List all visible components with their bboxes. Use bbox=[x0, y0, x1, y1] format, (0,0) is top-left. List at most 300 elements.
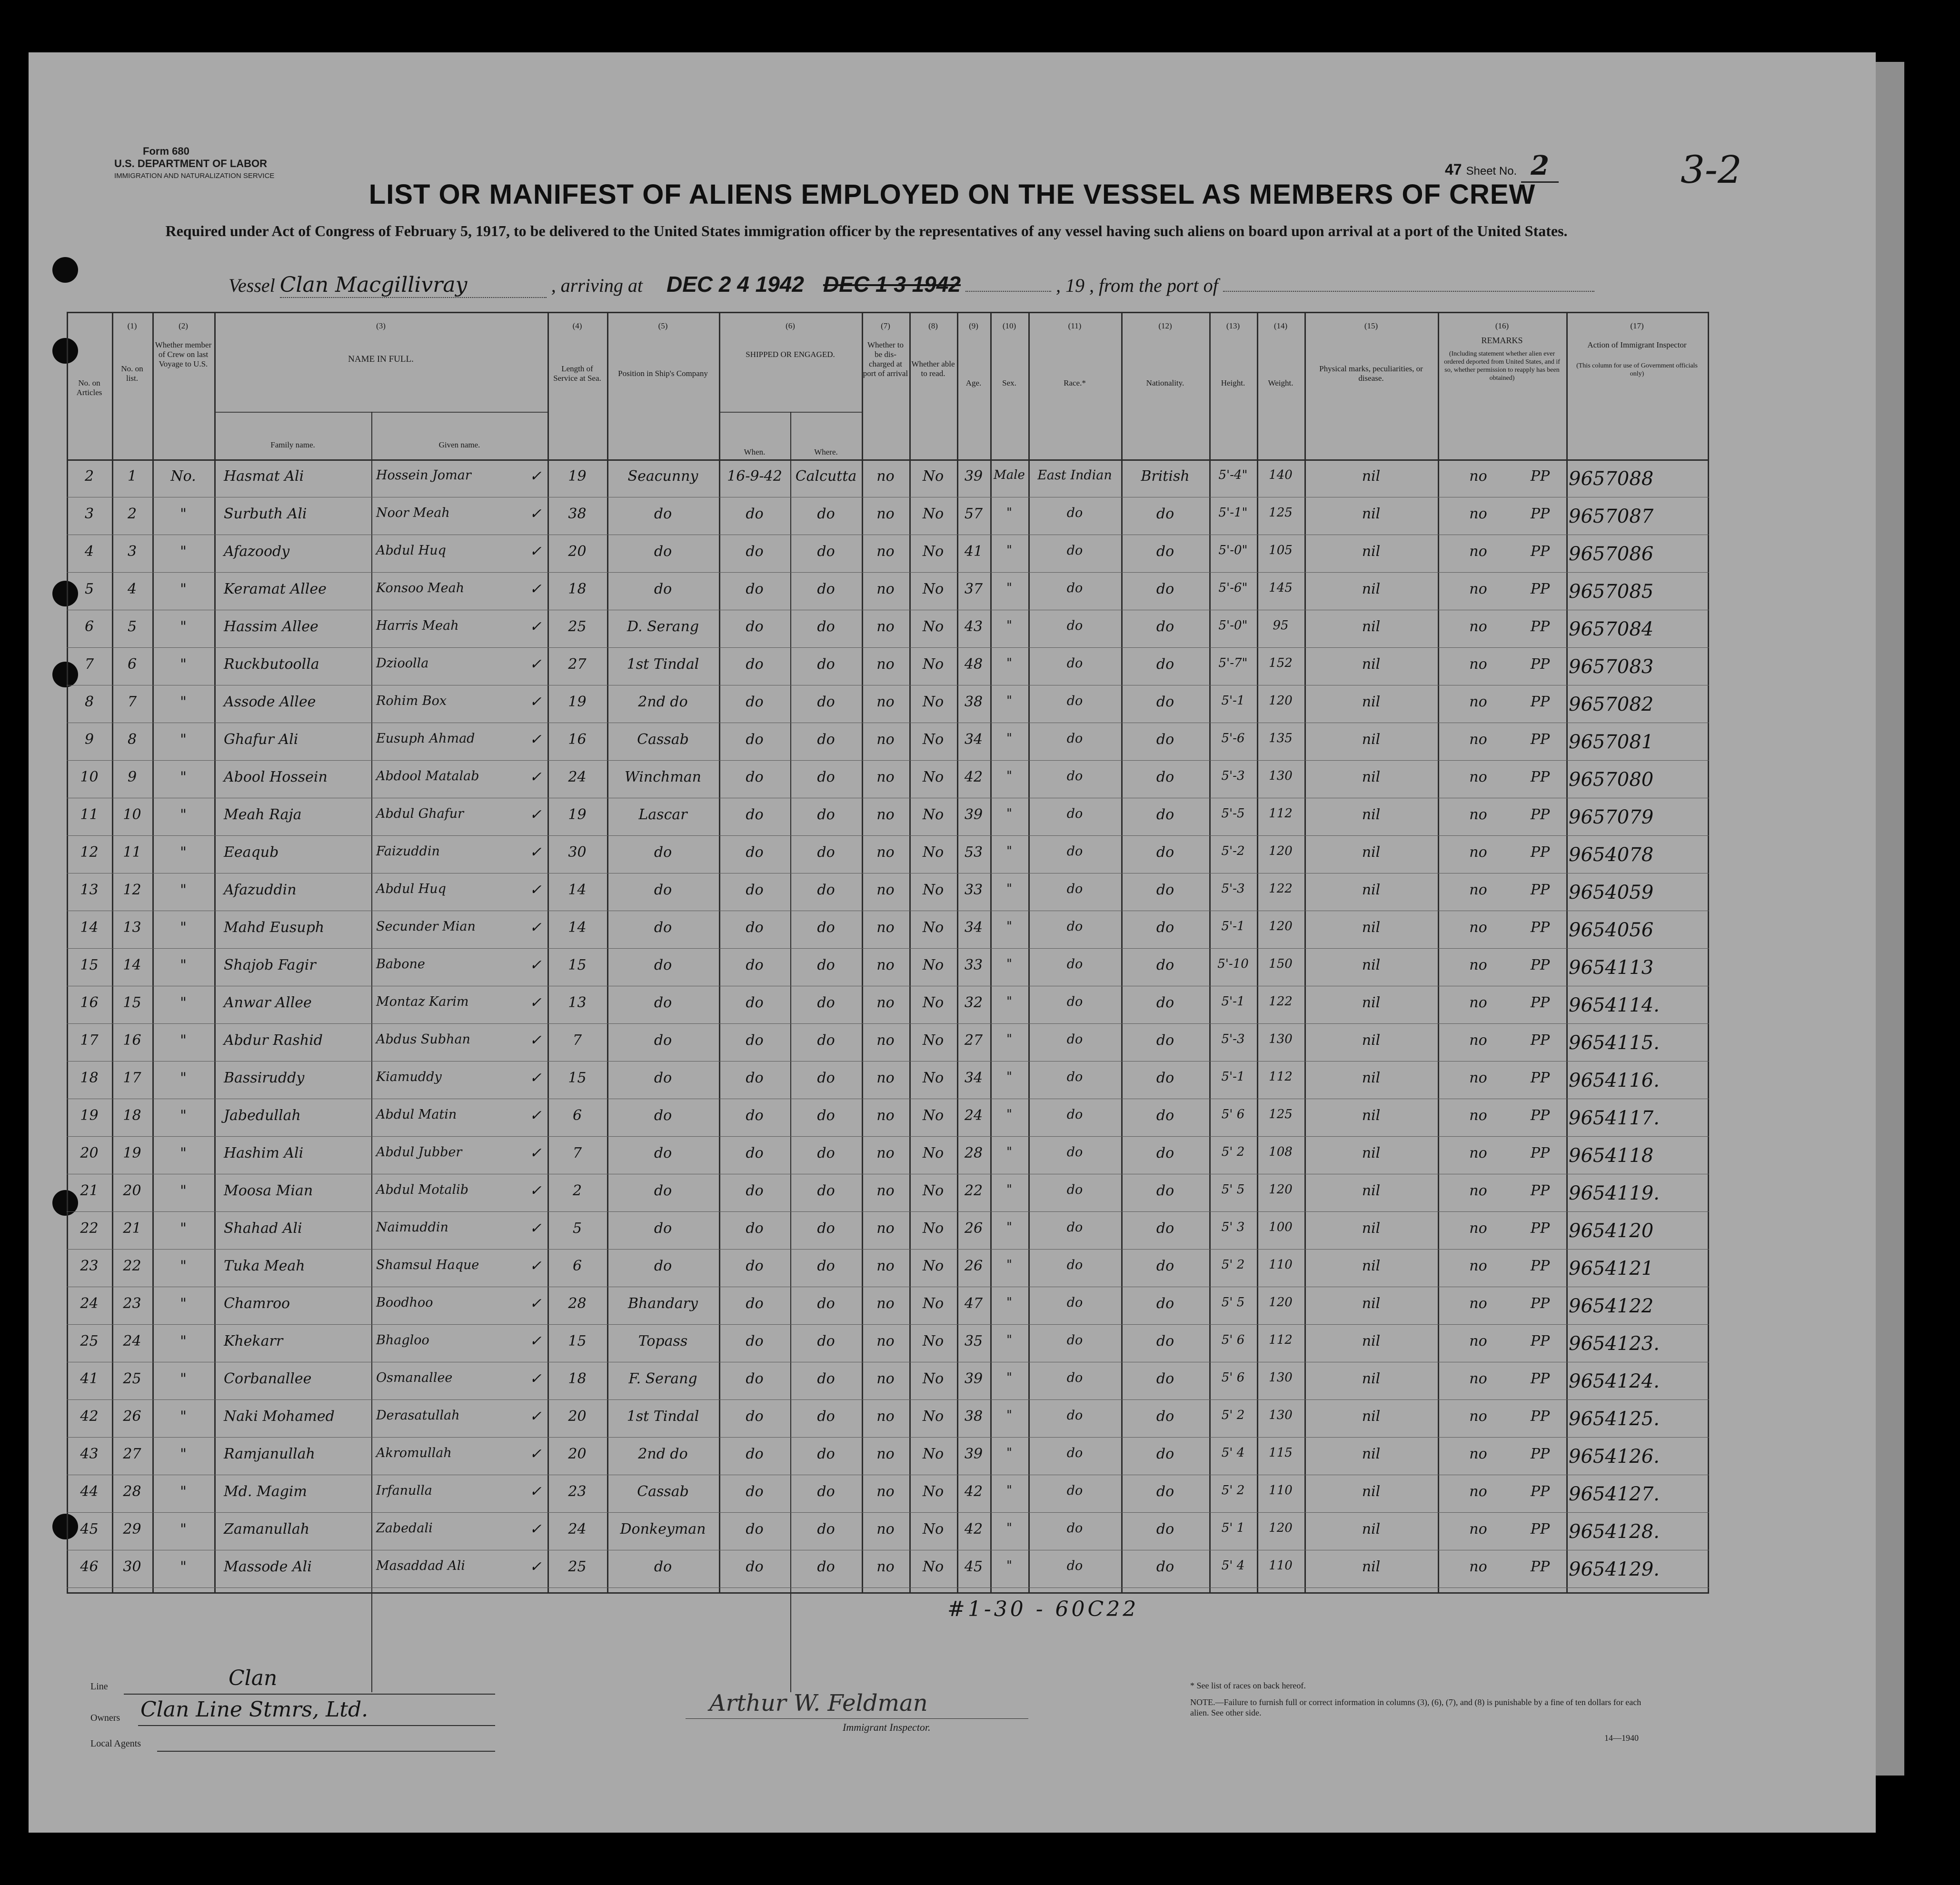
height: 5' 3 bbox=[1221, 1220, 1245, 1234]
sex: " bbox=[1006, 656, 1012, 670]
shipped-when: do bbox=[746, 1220, 764, 1237]
col10-num: (10) bbox=[1002, 321, 1016, 330]
sex: " bbox=[1006, 844, 1012, 858]
weight: 115 bbox=[1269, 1446, 1293, 1460]
weight: 120 bbox=[1269, 1521, 1293, 1535]
list-no: 20 bbox=[123, 1182, 141, 1199]
col11-header: Race.* bbox=[1064, 378, 1086, 387]
owners-value: Clan Line Stmrs, Ltd. bbox=[140, 1697, 368, 1722]
nationality: do bbox=[1156, 1032, 1174, 1049]
remarks: no bbox=[1469, 618, 1487, 635]
inspector-action: 9657081 bbox=[1569, 731, 1654, 753]
check-mark: ✓ bbox=[529, 1408, 542, 1425]
articles-no: 23 bbox=[80, 1258, 99, 1274]
inspector-action: 9654113 bbox=[1569, 957, 1654, 979]
check-mark: ✓ bbox=[529, 806, 542, 823]
form-info bbox=[114, 145, 274, 182]
sex: " bbox=[1006, 1182, 1012, 1197]
shipped-when: do bbox=[746, 957, 764, 973]
inspector-action: 9657085 bbox=[1569, 581, 1654, 603]
last-voyage: " bbox=[180, 844, 187, 861]
check-mark: ✓ bbox=[529, 581, 542, 597]
last-voyage: " bbox=[180, 1182, 187, 1199]
remarks-pp: PP bbox=[1530, 1070, 1550, 1086]
service-length: 25 bbox=[568, 618, 587, 635]
col13-num: (13) bbox=[1226, 321, 1240, 330]
nationality: do bbox=[1156, 1107, 1174, 1124]
position: Seacunny bbox=[627, 468, 698, 485]
last-voyage: " bbox=[180, 919, 187, 936]
given-name: Hossein Jomar bbox=[376, 468, 471, 483]
able-to-read: No bbox=[922, 1070, 944, 1086]
penalty-note: NOTE.—Failure to furnish full or correct information in columns (3), (6), (7), and (8) is punishable by a fine of ten dollars for each alien. See other side. bbox=[1190, 1697, 1642, 1717]
service-length: 6 bbox=[572, 1107, 582, 1124]
age: 26 bbox=[964, 1220, 983, 1237]
last-voyage: " bbox=[180, 1521, 187, 1538]
last-voyage: " bbox=[180, 1145, 187, 1161]
physical-marks: nil bbox=[1362, 882, 1381, 898]
discharged: no bbox=[876, 1220, 895, 1237]
discharged: no bbox=[876, 1145, 895, 1161]
sheet-number: 2 bbox=[1521, 150, 1559, 183]
height: 5'-4" bbox=[1218, 468, 1248, 482]
remarks: no bbox=[1469, 1333, 1487, 1349]
check-mark: ✓ bbox=[529, 1483, 542, 1500]
row-rule bbox=[67, 1249, 1709, 1250]
height: 5' 6 bbox=[1221, 1107, 1245, 1121]
inspector-action: 9654114. bbox=[1569, 994, 1660, 1016]
articles-no: 16 bbox=[80, 994, 99, 1011]
family-name: Ramjanullah bbox=[224, 1446, 315, 1462]
position: do bbox=[654, 581, 672, 597]
weight: 120 bbox=[1269, 844, 1293, 858]
col9-header: Age. bbox=[965, 378, 982, 387]
remarks-pp: PP bbox=[1530, 1032, 1550, 1049]
service-length: 14 bbox=[568, 882, 587, 898]
inspector-action: 9654078 bbox=[1569, 844, 1654, 866]
physical-marks: nil bbox=[1362, 468, 1381, 485]
given-name: Rohim Box bbox=[376, 694, 447, 708]
service-length: 18 bbox=[568, 1370, 587, 1387]
articles-no: 7 bbox=[84, 656, 94, 673]
discharged: no bbox=[876, 1182, 895, 1199]
inspector-action: 9657086 bbox=[1569, 543, 1654, 565]
discharged: no bbox=[876, 506, 895, 522]
race: do bbox=[1066, 543, 1083, 558]
list-no: 16 bbox=[123, 1032, 141, 1049]
inspector-label: Immigrant Inspector. bbox=[843, 1721, 931, 1733]
row-rule bbox=[67, 1512, 1709, 1513]
shipped-where: do bbox=[817, 882, 835, 898]
weight: 130 bbox=[1269, 1032, 1293, 1046]
nationality: do bbox=[1156, 1333, 1174, 1349]
position: 1st Tindal bbox=[627, 656, 699, 673]
service-length: 20 bbox=[568, 1446, 587, 1462]
col-articles-header: No. on Articles bbox=[76, 378, 102, 397]
service-length: 15 bbox=[568, 1070, 587, 1086]
shipped-where: do bbox=[817, 1408, 835, 1425]
col1-header: No. on list. bbox=[121, 364, 143, 383]
weight: 120 bbox=[1269, 694, 1293, 708]
margin-note: 3-2 bbox=[1681, 148, 1742, 192]
race: do bbox=[1066, 581, 1083, 595]
col17-num: (17) bbox=[1630, 321, 1644, 330]
shipped-where: do bbox=[817, 1107, 835, 1124]
service-length: 5 bbox=[572, 1220, 582, 1237]
able-to-read: No bbox=[922, 1220, 944, 1237]
nationality: do bbox=[1156, 731, 1174, 748]
articles-no: 22 bbox=[80, 1220, 99, 1237]
remarks: no bbox=[1469, 1220, 1487, 1237]
last-voyage: " bbox=[180, 1483, 187, 1500]
list-no: 18 bbox=[123, 1107, 141, 1124]
nationality: do bbox=[1156, 1220, 1174, 1237]
height: 5' 6 bbox=[1221, 1370, 1245, 1385]
shipped-when: do bbox=[746, 1446, 764, 1462]
discharged: no bbox=[876, 1521, 895, 1538]
remarks: no bbox=[1469, 1182, 1487, 1199]
shipped-when: do bbox=[746, 543, 764, 560]
discharged: no bbox=[876, 1483, 895, 1500]
row-rule bbox=[67, 1061, 1709, 1062]
remarks-pp: PP bbox=[1530, 806, 1550, 823]
last-voyage: " bbox=[180, 1408, 187, 1425]
remarks: no bbox=[1469, 769, 1487, 785]
family-name: Afazoody bbox=[224, 543, 290, 560]
inspector-action: 9654119. bbox=[1569, 1182, 1660, 1204]
given-name: Kiamuddy bbox=[376, 1070, 442, 1084]
discharged: no bbox=[876, 1558, 895, 1575]
discharged: no bbox=[876, 1370, 895, 1387]
family-name: Moosa Mian bbox=[224, 1182, 313, 1199]
shipped-when: do bbox=[746, 919, 764, 936]
remarks-pp: PP bbox=[1530, 731, 1550, 748]
able-to-read: No bbox=[922, 468, 944, 485]
remarks-pp: PP bbox=[1530, 882, 1550, 898]
page-title: LIST OR MANIFEST OF ALIENS EMPLOYED ON THE VESSEL AS MEMBERS OF CREW bbox=[368, 179, 1536, 210]
service-length: 23 bbox=[568, 1483, 587, 1500]
able-to-read: No bbox=[922, 1258, 944, 1274]
position: Topass bbox=[638, 1333, 688, 1349]
col5-header: Position in Ship's Company bbox=[618, 369, 708, 378]
remarks-pp: PP bbox=[1530, 844, 1550, 861]
list-no: 2 bbox=[127, 506, 137, 522]
weight: 110 bbox=[1269, 1558, 1293, 1573]
family-name: Keramat Allee bbox=[224, 581, 327, 597]
age: 27 bbox=[964, 1032, 983, 1049]
position: do bbox=[654, 957, 672, 973]
check-mark: ✓ bbox=[529, 769, 542, 785]
remarks-pp: PP bbox=[1530, 1446, 1550, 1462]
remarks: no bbox=[1469, 694, 1487, 710]
crew-table bbox=[67, 312, 1709, 1597]
col3-header: NAME IN FULL. bbox=[348, 354, 414, 364]
given-name: Boodhoo bbox=[376, 1295, 433, 1310]
nationality: do bbox=[1156, 694, 1174, 710]
discharged: no bbox=[876, 468, 895, 485]
list-no: 10 bbox=[123, 806, 141, 823]
service-length: 24 bbox=[568, 769, 587, 785]
check-mark: ✓ bbox=[529, 994, 542, 1011]
inspector-action: 9654124. bbox=[1569, 1370, 1660, 1392]
row-rule bbox=[67, 572, 1709, 573]
last-voyage: " bbox=[180, 1333, 187, 1349]
family-name: Corbanallee bbox=[224, 1370, 312, 1387]
given-name: Abdus Subhan bbox=[376, 1032, 470, 1047]
inspector-action: 9654059 bbox=[1569, 882, 1654, 903]
check-mark: ✓ bbox=[529, 731, 542, 748]
inspector-action: 9654121 bbox=[1569, 1258, 1654, 1280]
shipped-when: do bbox=[746, 694, 764, 710]
shipped-when: do bbox=[746, 769, 764, 785]
able-to-read: No bbox=[922, 769, 944, 785]
weight: 112 bbox=[1269, 1333, 1293, 1347]
weight: 95 bbox=[1273, 618, 1289, 633]
discharged: no bbox=[876, 806, 895, 823]
position: do bbox=[654, 1145, 672, 1161]
race: do bbox=[1066, 1032, 1083, 1047]
shipped-when: do bbox=[746, 1558, 764, 1575]
remarks: no bbox=[1469, 1145, 1487, 1161]
able-to-read: No bbox=[922, 1408, 944, 1425]
shipped-where: Calcutta bbox=[795, 468, 857, 485]
able-to-read: No bbox=[922, 1483, 944, 1500]
weight: 152 bbox=[1269, 656, 1293, 670]
physical-marks: nil bbox=[1362, 1521, 1381, 1538]
able-to-read: No bbox=[922, 1107, 944, 1124]
height: 5'-1 bbox=[1221, 1070, 1245, 1084]
height: 5' 6 bbox=[1221, 1333, 1245, 1347]
list-no: 24 bbox=[123, 1333, 141, 1349]
position: do bbox=[654, 1258, 672, 1274]
race: do bbox=[1066, 618, 1083, 633]
last-voyage: " bbox=[180, 1070, 187, 1086]
discharged: no bbox=[876, 1446, 895, 1462]
physical-marks: nil bbox=[1362, 1295, 1381, 1312]
race: do bbox=[1066, 1370, 1083, 1385]
given-name: Dzioolla bbox=[376, 656, 429, 671]
nationality: do bbox=[1156, 543, 1174, 560]
family-name: Jabedullah bbox=[224, 1107, 301, 1124]
shipped-where: do bbox=[817, 1182, 835, 1199]
family-name: Eeaqub bbox=[224, 844, 279, 861]
weight: 135 bbox=[1269, 731, 1293, 745]
position: Lascar bbox=[638, 806, 687, 823]
given-name: Faizuddin bbox=[376, 844, 440, 859]
remarks-pp: PP bbox=[1530, 1483, 1550, 1500]
service-length: 16 bbox=[568, 731, 587, 748]
given-name: Harris Meah bbox=[376, 618, 459, 633]
shipped-where: do bbox=[817, 919, 835, 936]
discharged: no bbox=[876, 1333, 895, 1349]
remarks: no bbox=[1469, 1032, 1487, 1049]
inspector-action: 9654116. bbox=[1569, 1070, 1660, 1091]
articles-no: 44 bbox=[80, 1483, 99, 1500]
physical-marks: nil bbox=[1362, 1182, 1381, 1199]
weight: 105 bbox=[1269, 543, 1293, 557]
race: do bbox=[1066, 1220, 1083, 1235]
service-length: 15 bbox=[568, 957, 587, 973]
list-no: 28 bbox=[123, 1483, 141, 1500]
height: 5'-0" bbox=[1218, 618, 1248, 633]
physical-marks: nil bbox=[1362, 543, 1381, 560]
last-voyage: " bbox=[180, 731, 187, 748]
nationality: do bbox=[1156, 806, 1174, 823]
service-length: 6 bbox=[572, 1258, 582, 1274]
given-name: Abdul Huq bbox=[376, 882, 446, 896]
inspector-action: 9654126. bbox=[1569, 1446, 1660, 1468]
shipped-where: do bbox=[817, 1483, 835, 1500]
list-no: 22 bbox=[123, 1258, 141, 1274]
col6-header: SHIPPED OR ENGAGED. bbox=[746, 350, 835, 359]
check-mark: ✓ bbox=[529, 543, 542, 560]
inspector-action: 9657084 bbox=[1569, 618, 1654, 640]
race: do bbox=[1066, 919, 1083, 934]
inspector-action: 9654123. bbox=[1569, 1333, 1660, 1355]
able-to-read: No bbox=[922, 694, 944, 710]
line-value: Clan bbox=[229, 1666, 278, 1690]
age: 57 bbox=[964, 506, 983, 522]
age: 39 bbox=[964, 468, 983, 485]
last-voyage: " bbox=[180, 581, 187, 597]
service: IMMIGRATION AND NATURALIZATION SERVICE bbox=[114, 172, 275, 180]
articles-no: 46 bbox=[80, 1558, 99, 1575]
nationality: do bbox=[1156, 1182, 1174, 1199]
able-to-read: No bbox=[922, 1558, 944, 1575]
physical-marks: nil bbox=[1362, 769, 1381, 785]
nationality: do bbox=[1156, 1558, 1174, 1575]
shipped-when: do bbox=[746, 1070, 764, 1086]
position: Donkeyman bbox=[620, 1521, 706, 1538]
articles-no: 10 bbox=[80, 769, 99, 785]
weight: 112 bbox=[1269, 1070, 1293, 1084]
list-no: 11 bbox=[123, 844, 141, 861]
articles-no: 13 bbox=[80, 882, 99, 898]
check-mark: ✓ bbox=[529, 1145, 542, 1161]
list-no: 8 bbox=[127, 731, 137, 748]
remarks: no bbox=[1469, 994, 1487, 1011]
last-voyage: " bbox=[180, 957, 187, 973]
able-to-read: No bbox=[922, 919, 944, 936]
family-name: Surbuth Ali bbox=[224, 506, 307, 522]
sex: " bbox=[1006, 1370, 1012, 1385]
able-to-read: No bbox=[922, 1182, 944, 1199]
last-voyage: " bbox=[180, 1107, 187, 1124]
physical-marks: nil bbox=[1362, 1483, 1381, 1500]
weight: 140 bbox=[1269, 468, 1293, 482]
form-code: 14—1940 bbox=[1604, 1733, 1639, 1743]
weight: 112 bbox=[1269, 806, 1293, 821]
check-mark: ✓ bbox=[529, 1295, 542, 1312]
inspector-action: 9654127. bbox=[1569, 1483, 1660, 1505]
height: 5' 1 bbox=[1221, 1521, 1245, 1535]
row-rule bbox=[67, 1211, 1709, 1212]
physical-marks: nil bbox=[1362, 1258, 1381, 1274]
arrival-date-stamp: DEC 2 4 1942 bbox=[667, 272, 804, 297]
shipped-when: 16-9-42 bbox=[727, 468, 782, 485]
shipped-where: do bbox=[817, 769, 835, 785]
shipped-where: do bbox=[817, 1295, 835, 1312]
race: do bbox=[1066, 994, 1083, 1009]
check-mark: ✓ bbox=[529, 1107, 542, 1124]
nationality: do bbox=[1156, 1070, 1174, 1086]
discharged: no bbox=[876, 769, 895, 785]
inspector-action: 9654118 bbox=[1569, 1145, 1654, 1167]
last-voyage: " bbox=[180, 806, 187, 823]
col8-num: (8) bbox=[928, 321, 938, 330]
shipped-when: do bbox=[746, 1521, 764, 1538]
nationality: do bbox=[1156, 581, 1174, 597]
nationality: do bbox=[1156, 506, 1174, 522]
shipped-when: do bbox=[746, 618, 764, 635]
col4-num: (4) bbox=[572, 321, 582, 330]
check-mark: ✓ bbox=[529, 1446, 542, 1462]
shipped-when: do bbox=[746, 581, 764, 597]
age: 47 bbox=[964, 1295, 983, 1312]
age: 43 bbox=[964, 618, 983, 635]
col10-header: Sex. bbox=[1002, 378, 1016, 387]
height: 5' 5 bbox=[1221, 1182, 1245, 1197]
last-voyage: No. bbox=[170, 468, 196, 485]
col17-subheader: (This column for use of Government officials only) bbox=[1576, 362, 1698, 377]
discharged: no bbox=[876, 1070, 895, 1086]
race: do bbox=[1066, 1446, 1083, 1460]
discharged: no bbox=[876, 731, 895, 748]
height: 5'-1" bbox=[1218, 506, 1248, 520]
remarks-pp: PP bbox=[1530, 919, 1550, 936]
col14-num: (14) bbox=[1274, 321, 1288, 330]
given-name: Akromullah bbox=[376, 1446, 452, 1460]
discharged: no bbox=[876, 1107, 895, 1124]
shipped-when: do bbox=[746, 994, 764, 1011]
able-to-read: No bbox=[922, 1370, 944, 1387]
nationality: do bbox=[1156, 1483, 1174, 1500]
shipped-when: do bbox=[746, 731, 764, 748]
shipped-when: do bbox=[746, 1333, 764, 1349]
race: do bbox=[1066, 1295, 1083, 1310]
nationality: British bbox=[1141, 468, 1190, 485]
col14-header: Weight. bbox=[1268, 378, 1293, 387]
owners-label: Owners bbox=[90, 1713, 120, 1723]
sex: " bbox=[1006, 1295, 1012, 1310]
age: 53 bbox=[964, 844, 983, 861]
height: 5'-3 bbox=[1221, 769, 1245, 783]
age: 34 bbox=[964, 1070, 983, 1086]
age: 37 bbox=[964, 581, 983, 597]
shipped-when: do bbox=[746, 1145, 764, 1161]
remarks-pp: PP bbox=[1530, 543, 1550, 560]
articles-no: 18 bbox=[80, 1070, 99, 1086]
physical-marks: nil bbox=[1362, 1446, 1381, 1462]
remarks-pp: PP bbox=[1530, 581, 1550, 597]
arriving-label: , arriving at bbox=[551, 275, 643, 296]
given-name: Bhagloo bbox=[376, 1333, 429, 1348]
check-mark: ✓ bbox=[529, 1333, 542, 1349]
shipped-when: do bbox=[746, 1295, 764, 1312]
remarks-pp: PP bbox=[1530, 1258, 1550, 1274]
family-name: Massode Ali bbox=[224, 1558, 312, 1575]
col4-header: Length of Service at Sea. bbox=[553, 364, 601, 383]
nationality: do bbox=[1156, 957, 1174, 973]
position: Bhandary bbox=[628, 1295, 698, 1312]
shipped-when: do bbox=[746, 1182, 764, 1199]
articles-no: 42 bbox=[80, 1408, 99, 1425]
remarks: no bbox=[1469, 543, 1487, 560]
race: East Indian bbox=[1037, 468, 1112, 483]
last-voyage: " bbox=[180, 1370, 187, 1387]
list-no: 17 bbox=[123, 1070, 141, 1086]
check-mark: ✓ bbox=[529, 957, 542, 973]
